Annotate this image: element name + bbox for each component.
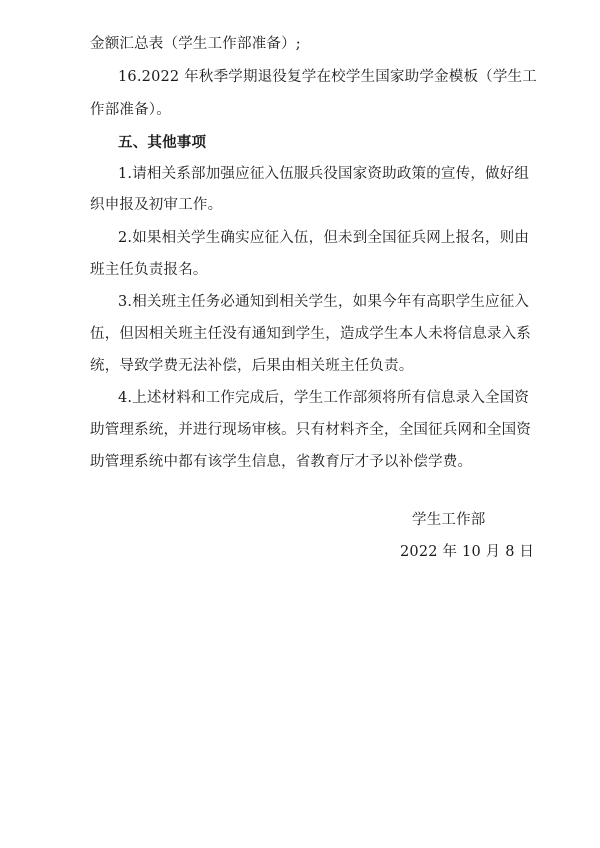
text-line: 助管理系统中都有该学生信息，省教育厅才予以补偿学费。 xyxy=(90,454,473,470)
signature-department: 学生工作部 xyxy=(412,512,486,528)
list-item-2: 2.如果相关学生确实应征入伍，但未到全国征兵网上报名，则由 xyxy=(118,230,530,246)
text-line: 伍，但因相关班主任没有通知到学生，造成学生本人未将信息录入系 xyxy=(90,326,531,342)
text-line: 统，导致学费无法补偿，后果由相关班主任负责。 xyxy=(90,358,414,374)
list-item-1: 1.请相关系部加强应征入伍服兵役国家资助政策的宣传，做好组 xyxy=(118,166,530,182)
list-item-3: 3.相关班主任务必通知到相关学生，如果今年有高职学生应征入 xyxy=(118,294,530,310)
text-line: 助管理系统，并进行现场审核。只有材料齐全，全国征兵网和全国资 xyxy=(90,422,531,438)
text-line: 作部准备）。 xyxy=(90,102,171,118)
text-line: 织申报及初审工作。 xyxy=(90,197,223,213)
list-item-4: 4.上述材料和工作完成后，学生工作部须将所有信息录入全国资 xyxy=(118,390,530,406)
section-heading-other-matters: 五、其他事项 xyxy=(118,134,207,151)
text-line: 金额汇总表（学生工作部准备）; xyxy=(90,36,301,52)
signature-date: 2022 年 10 月 8 日 xyxy=(400,544,535,560)
list-item-16: 16.2022 年秋季学期退役复学在校学生国家助学金模板（学生工 xyxy=(118,69,537,85)
text-line: 班主任负责报名。 xyxy=(90,262,208,278)
